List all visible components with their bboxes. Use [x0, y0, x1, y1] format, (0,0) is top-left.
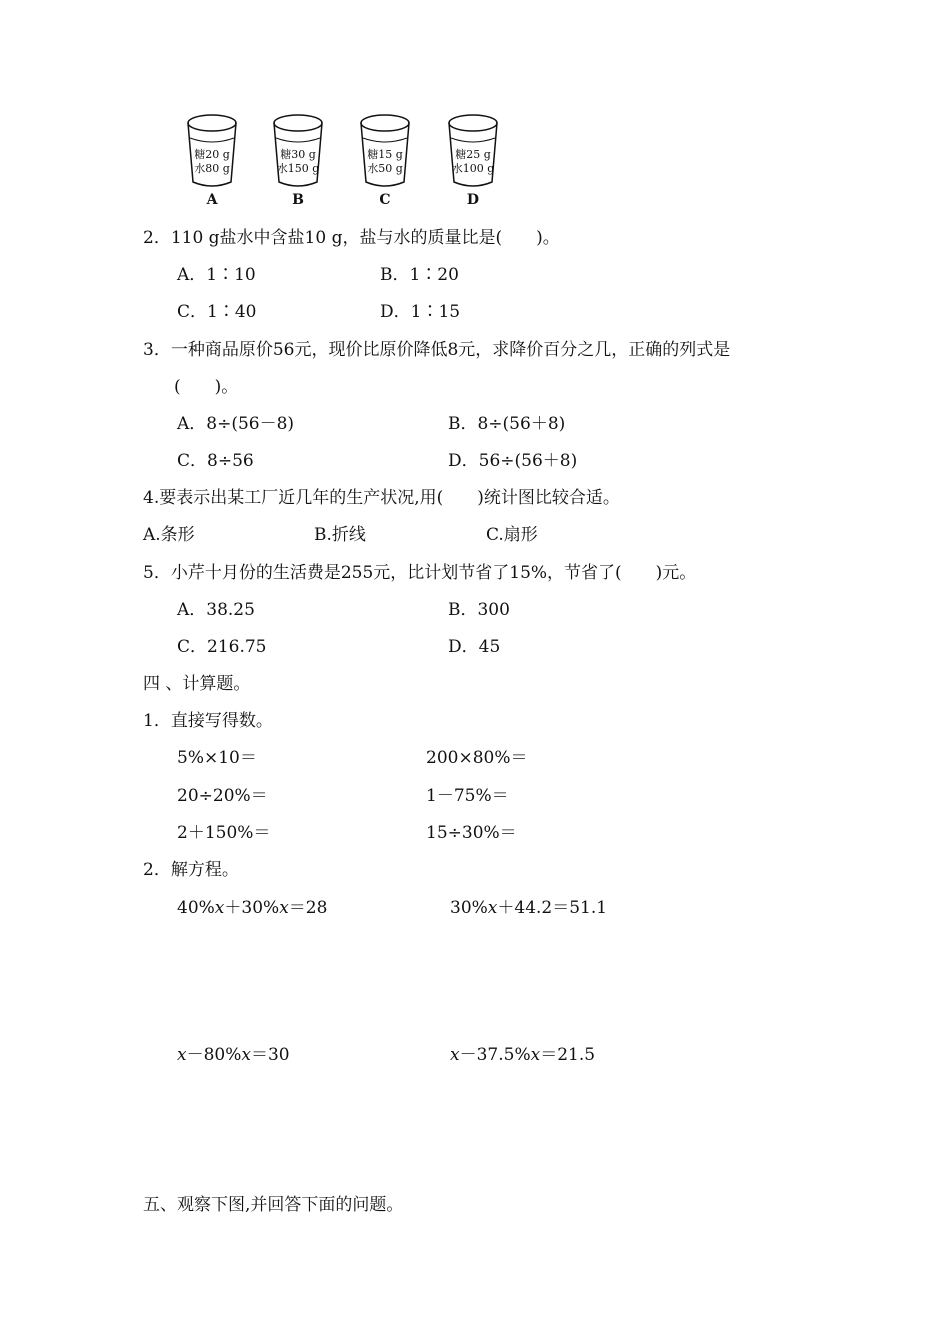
section4-sub1: 1．直接写得数。 — [143, 711, 273, 731]
q3-option-a: A．8÷(56－8) — [177, 414, 295, 434]
variable-x: x — [487, 898, 498, 918]
equation-4: x－37.5%x＝21.5 — [450, 1045, 596, 1065]
calc-1: 5%×10＝ — [177, 748, 257, 768]
calc-3: 20÷20%＝ — [177, 786, 268, 806]
cup-d-sugar: 糖25 g — [455, 148, 491, 161]
cup-d — [443, 112, 503, 217]
calc-4: 1－75%＝ — [426, 786, 509, 806]
cup-a — [182, 112, 242, 217]
q4-option-c: C.扇形 — [486, 525, 538, 545]
cup-b-water: 水150 g — [276, 162, 320, 175]
q3-stem-cont: ( )。 — [174, 377, 239, 397]
section4-sub2: 2．解方程。 — [143, 860, 239, 880]
q4-option-b: B.折线 — [314, 525, 366, 545]
cup-a-sugar: 糖20 g — [194, 148, 230, 161]
q3-option-d: D．56÷(56＋8) — [448, 451, 578, 471]
cup-c-sugar: 糖15 g — [367, 148, 403, 161]
equation-1: 40%x＋30%x＝28 — [177, 898, 328, 918]
cup-a-label: A — [206, 192, 218, 208]
q3-option-b: B．8÷(56＋8) — [448, 414, 566, 434]
variable-x: x — [241, 1045, 251, 1065]
cup-c-water: 水50 g — [367, 162, 403, 175]
cup-b-sugar: 糖30 g — [280, 148, 316, 161]
section5-title: 五、观察下图,并回答下面的问题。 — [143, 1195, 404, 1215]
cup-b — [268, 112, 328, 217]
q2-option-c: C．1∶40 — [177, 302, 257, 322]
cup-c — [355, 112, 415, 217]
cup-b-label: B — [292, 192, 304, 208]
q4-option-a: A.条形 — [143, 525, 195, 545]
cup-d-label: D — [466, 192, 480, 208]
q5-option-d: D．45 — [448, 637, 501, 657]
variable-x: x — [177, 1045, 187, 1065]
q2-stem: 2．110 g盐水中含盐10 g，盐与水的质量比是( )。 — [143, 228, 560, 248]
q3-option-c: C．8÷56 — [177, 451, 254, 471]
cup-a-water: 水80 g — [194, 162, 230, 175]
equation-2: 30%x＋44.2＝51.1 — [450, 898, 608, 918]
variable-x: x — [279, 898, 289, 918]
variable-x: x — [530, 1045, 541, 1065]
q2-option-a: A．1∶10 — [177, 265, 256, 285]
calc-2: 200×80%＝ — [426, 748, 528, 768]
q2-option-b: B．1∶20 — [380, 265, 459, 285]
variable-x: x — [450, 1045, 460, 1065]
q5-stem: 5．小芹十月份的生活费是255元，比计划节省了15%，节省了( )元。 — [143, 563, 697, 583]
equation-3: x－80%x＝30 — [177, 1045, 290, 1065]
q5-option-c: C．216.75 — [177, 637, 267, 657]
q3-stem: 3．一种商品原价56元，现价比原价降低8元，求降价百分之几，正确的列式是 — [143, 340, 731, 360]
cup-d-water: 水100 g — [451, 162, 495, 175]
q5-option-b: B．300 — [448, 600, 510, 620]
q4-stem: 4.要表示出某工厂近几年的生产状况,用( )统计图比较合适。 — [143, 488, 620, 508]
section4-title: 四 、计算题。 — [143, 674, 251, 694]
calc-6: 15÷30%＝ — [426, 823, 517, 843]
q5-option-a: A．38.25 — [177, 600, 255, 620]
cup-c-label: C — [379, 192, 391, 208]
calc-5: 2＋150%＝ — [177, 823, 271, 843]
q2-option-d: D．1∶15 — [380, 302, 461, 322]
variable-x: x — [214, 898, 225, 918]
